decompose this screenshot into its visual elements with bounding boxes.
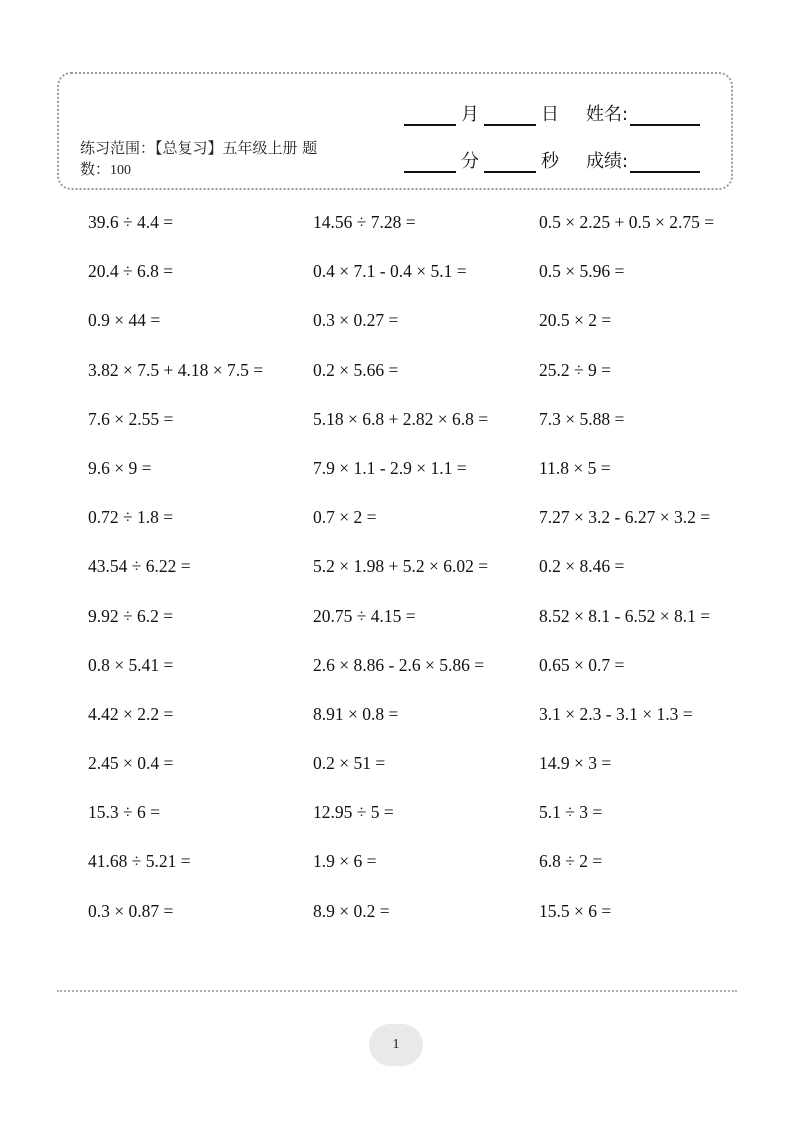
problem-item: 14.56 ÷ 7.28 =: [313, 212, 416, 232]
problem-item: 0.72 ÷ 1.8 =: [88, 507, 174, 528]
problem-item: 0.5 × 5.96 =: [539, 261, 625, 282]
problem-item: 2.6 × 8.86 - 2.6 × 5.86 =: [313, 654, 485, 675]
month-label: 月: [461, 104, 479, 125]
problem-item: 5.18 × 6.8 + 2.82 × 6.8 =: [313, 408, 489, 429]
problem-item: 43.54 ÷ 6.22 =: [88, 556, 191, 577]
problem-item: 6.8 ÷ 2 =: [539, 851, 603, 872]
problem-item: 0.2 × 51 =: [313, 753, 386, 774]
problem-item: 0.7 × 2 =: [313, 507, 377, 528]
problem-item: 15.5 × 6 =: [539, 900, 612, 921]
problem-item: 3.1 × 2.3 - 3.1 × 1.3 =: [539, 703, 693, 724]
problem-item: 12.95 ÷ 5 =: [313, 802, 394, 823]
problem-item: 7.9 × 1.1 - 2.9 × 1.1 =: [313, 457, 467, 478]
problem-item: 11.8 × 5 =: [539, 457, 611, 478]
problem-item: 9.92 ÷ 6.2 =: [88, 605, 174, 626]
minute-label: 分: [461, 151, 479, 172]
count-label: 题数：: [80, 139, 318, 178]
time-score-row: [404, 147, 700, 173]
problem-item: 20.4 ÷ 6.8 =: [88, 261, 174, 282]
problem-item: 5.2 × 1.98 + 5.2 × 6.02 =: [313, 556, 489, 577]
day-blank[interactable]: [484, 106, 536, 126]
problem-item: 7.6 × 2.55 =: [88, 408, 174, 429]
problem-item: 39.6 ÷ 4.4 =: [88, 212, 174, 232]
problem-item: 7.3 × 5.88 =: [539, 408, 625, 429]
problem-item: 9.6 × 9 =: [88, 457, 152, 478]
problem-item: 0.9 × 44 =: [88, 310, 161, 331]
problem-item: 0.8 × 5.41 =: [88, 654, 174, 675]
name-blank[interactable]: [630, 106, 700, 126]
header-box: [57, 72, 733, 190]
minute-blank[interactable]: [404, 153, 456, 173]
count-value: 100: [110, 163, 132, 178]
problem-item: 0.5 × 2.25 + 0.5 × 2.75 =: [539, 212, 715, 232]
problem-item: 3.82 × 7.5 + 4.18 × 7.5 =: [88, 359, 264, 380]
day-label: 日: [541, 104, 559, 125]
problem-item: 25.2 ÷ 9 =: [539, 359, 611, 380]
exercise-scope: [80, 138, 320, 181]
scope-label: 练习范围：【总复习】五年级上册: [80, 139, 298, 157]
problem-item: 0.3 × 0.87 =: [88, 900, 174, 921]
score-blank[interactable]: [630, 153, 700, 173]
name-label: 姓名:: [586, 104, 629, 125]
problem-item: 1.9 × 6 =: [313, 851, 377, 872]
problem-item: 0.2 × 5.66 =: [313, 359, 399, 380]
page-number: 1: [369, 1024, 423, 1066]
problem-item: 20.75 ÷ 4.15 =: [313, 605, 416, 626]
problem-item: 20.5 × 2 =: [539, 310, 612, 331]
problem-item: 0.3 × 0.27 =: [313, 310, 399, 331]
month-blank[interactable]: [404, 106, 456, 126]
problem-item: 41.68 ÷ 5.21 =: [88, 851, 191, 872]
problem-item: 14.9 × 3 =: [539, 753, 612, 774]
problem-item: 8.9 × 0.2 =: [313, 900, 390, 921]
score-label: 成绩:: [586, 151, 629, 172]
second-blank[interactable]: [484, 153, 536, 173]
problem-item: 15.3 ÷ 6 =: [88, 802, 160, 823]
problem-grid: [88, 208, 739, 946]
problem-item: 2.45 × 0.4 =: [88, 753, 174, 774]
date-name-row: [404, 100, 700, 126]
problem-item: 5.1 ÷ 3 =: [539, 802, 603, 823]
problem-item: 7.27 × 3.2 - 6.27 × 3.2 =: [539, 507, 711, 528]
problem-item: 0.2 × 8.46 =: [539, 556, 625, 577]
problem-item: 8.52 × 8.1 - 6.52 × 8.1 =: [539, 605, 711, 626]
problem-item: 8.91 × 0.8 =: [313, 703, 399, 724]
problem-item: 0.4 × 7.1 - 0.4 × 5.1 =: [313, 261, 467, 282]
second-label: 秒: [541, 151, 559, 172]
footer-divider: [57, 990, 737, 992]
problem-item: 0.65 × 0.7 =: [539, 654, 625, 675]
problem-item: 4.42 × 2.2 =: [88, 703, 174, 724]
